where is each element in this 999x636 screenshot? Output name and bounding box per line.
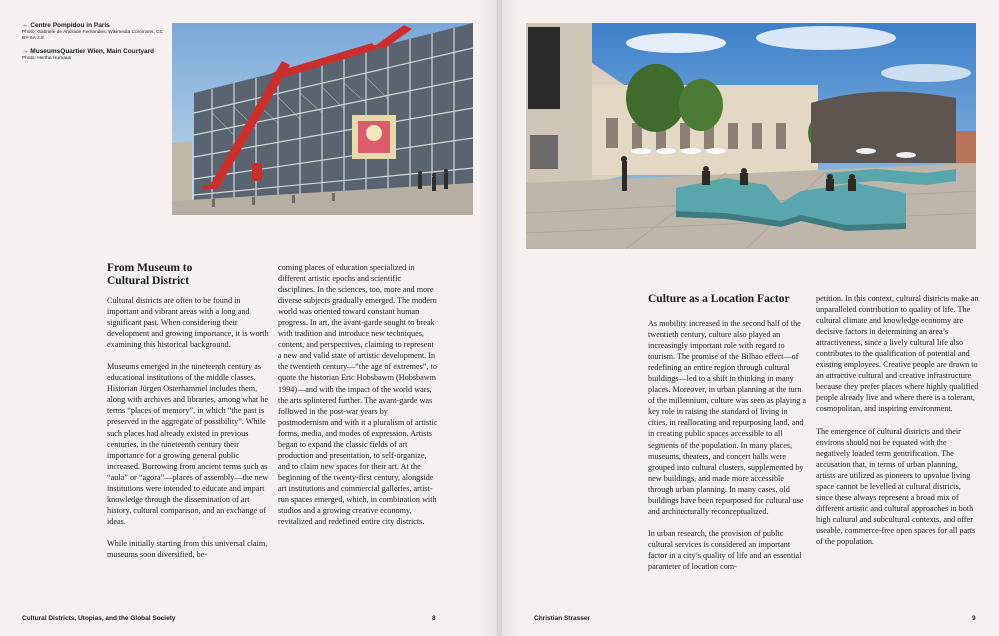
heading-line: Cultural District: [107, 275, 190, 287]
caption-title: ← Centre Pompidou in Paris: [22, 22, 110, 29]
running-footer-author: Christian Strasser: [534, 615, 590, 622]
right-column-2: [816, 293, 979, 558]
section-heading: Culture as a Location Factor: [648, 293, 790, 305]
heading-line: From Museum to: [107, 262, 193, 274]
caption-title: → MuseumsQuartier Wien, Main Courtyard: [22, 48, 155, 55]
running-footer-title: Cultural Districts, Utopias, and the Global Society: [22, 615, 176, 622]
photo-centre-pompidou: [172, 23, 473, 215]
caption-pompidou: [22, 22, 167, 42]
paragraph: While initially starting from this universal claim, museums soon diversified, be-: [107, 538, 268, 559]
left-column-2: [278, 262, 438, 538]
page-number: 9: [972, 615, 976, 622]
caption-credit: Photo: Hertha Hurnaus: [22, 56, 72, 61]
left-page: [0, 0, 497, 636]
paragraph: As mobility increased in the second half of the twentieth century, culture also played an increasingly important role with regard to tourism. The promise of the Bilbao effect—of redefining an entire region through cultural buildings—led to a shift in thinking in many places. Moreover, in urban planning at the turn of the millennium, culture was seen as playing a key role in raising the standard of living in cities, in reallocating and repurposing land, and in creating public spaces accessible to all segments of the population. In many places, museums, theaters, and concert halls were grouped into cultural clusters, supplemented by new buildings, and made more accessible through urban planning. In many cases, old buildings have been repurposed for cultural use and architecturally reconceptualized.: [648, 319, 807, 516]
paragraph: In urban research, the provision of public cultural services is considered an important factor in a city’s quality of life and an essential parameter of location com-: [648, 528, 802, 571]
paragraph: coming places of education specialized in different artistic epochs and scientific disciplines. In the sciences, too, more and more diverse subjects gradually emerged. The modern world was oriented toward constant human progress. In art, the avant-garde sought to break with tradition and introduce new techniques, content, and perspectives, claiming to represent a new and valid state of artistic development. In the twentieth century—“the age of extremes”, to quote the historian Eric Hobsbawm (Hobsbawm 1994)—and with the impact of the world wars, the arts splintered further. The avant-garde was followed in the post-war years by postmodernism and with it a pluralism of artistic forms, media, and modes of expression. Artists began to expand the classic fields of art production and presentation, to self-organize, and to claim new spaces for their art. At the beginning of the twenty-first century, alongside art institutions and commercial galleries, artist-run spaces emerged, which, in combination with studios and a growing creative economy, revitalized and redefined entire city districts.: [278, 263, 438, 527]
caption-credit: Photo: Gabriele de Andrade Fernandes, Wikimedia Commons, CC BY-SA 2.0: [22, 30, 164, 41]
paragraph: Cultural districts are often to be found in important and vibrant areas with a long and significant past. When considering their development and growing importance, it is worth examining this historical background.: [107, 296, 269, 350]
right-page: [502, 0, 999, 636]
left-column-1: [107, 295, 270, 571]
image-captions: [22, 22, 167, 68]
section-heading: [107, 262, 192, 288]
paragraph: The emergence of cultural districts and their environs should not be equated with the negatively loaded term gentrification. The accusation that, in terms of urban planning, artists are utilized as pioneers to upvalue living space cannot be levelled at cultural districts, since these always represent a broad mix of different artistic and cultural approaches in both high cultural and subcultural contexts, and offer useable, commerce-free open spaces for all parts of the population.: [816, 426, 976, 546]
right-column-1: [648, 318, 808, 583]
page-number: 8: [432, 615, 436, 622]
photo-museumsquartier: [526, 23, 976, 249]
paragraph: Museums emerged in the nineteenth century as educational institutions of the middle classes. Historian Jürgen Osterhammel includes them, along with archives and libraries, among what he terms “places of memory”, in which “the past is preserved in the aggregate of possibility”. While such places had already existed in previous centuries, in the nineteenth century their importance for a growing general public increased. Borrowing from ancient terms such as “aula” or “agora”—places of assembly—the new institutions were intended to educate and impart knowledge through the dissemination of art history, cultural comparison, and an exchange of ideas.: [107, 362, 269, 526]
paragraph: petition. In this context, cultural districts make an unparalleled contribution to quality of life. The cultural climate and knowledge economy are decisive factors in determining an area’s attractiveness, since a lively cultural life also contributes to the qualification of potential and existing employees. Creative people are drawn to an attractive cultural and creative infrastructure because they prefer places where highly qualified people already live and where there is a tolerant, cosmopolitan, and inspiring environment.: [816, 294, 979, 414]
caption-museumsquartier: [22, 48, 167, 62]
